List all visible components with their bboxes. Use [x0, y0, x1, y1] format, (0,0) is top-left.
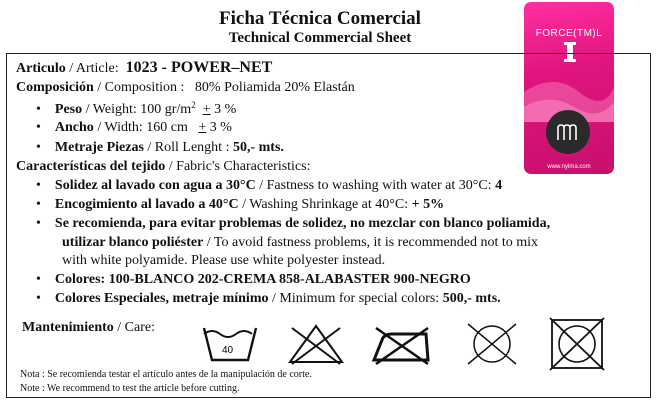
no-dry-clean-icon	[462, 320, 522, 368]
characteristic-es: Se recomienda, para evitar problemas de solidez, no mezclar con blanco poliamida,	[54, 216, 551, 231]
characteristic-es: Solidez al lavado con agua a 30°C	[54, 178, 256, 193]
characteristic-es: utilizar blanco poliéster	[62, 235, 204, 250]
spec-tol: 3 %	[214, 102, 237, 117]
spec-tol-pm: +	[202, 102, 211, 117]
composition-value: 80% Poliamida 20% Elastán	[194, 80, 355, 95]
characteristic-en: / Washing Shrinkage at 40°C:	[242, 197, 409, 212]
spec-label-en: / Width:	[97, 120, 143, 135]
spec-value: 100 gr/m	[140, 102, 192, 117]
characteristic-item: • Colores: 100-BLANCO 202-CREMA 858-ALABASTER 900-NEGRO	[36, 272, 471, 287]
article-label-en: / Article:	[69, 61, 119, 76]
spec-value: 50,- mts.	[232, 140, 284, 155]
composition-row	[16, 80, 355, 96]
article-value: 1023 - POWER–NET	[125, 59, 273, 76]
page-title: Ficha Técnica Comercial	[219, 8, 421, 29]
spec-label-es: Ancho	[54, 120, 94, 135]
characteristics-heading-es: Características del tejido	[16, 159, 166, 174]
characteristic-en: / Fastness to washing with water at 30°C:	[259, 178, 492, 193]
no-tumble-dry-icon	[548, 316, 606, 372]
characteristic-item: • Encogimiento al lavado a 40°C / Washing Shrinkage at 40°C: + 5%	[36, 197, 445, 212]
characteristic-value: + 5%	[411, 197, 445, 212]
characteristic-item: • Colores Especiales, metraje mínimo / Minimum for special colors: 500,- mts.	[36, 291, 501, 306]
spec-width: • Ancho / Width: 160 cm + 3 %	[36, 120, 232, 135]
characteristic-es: Colores:	[54, 272, 106, 287]
characteristic-es: Colores Especiales, metraje mínimo	[54, 291, 269, 306]
article-label-es: Articulo	[16, 61, 66, 76]
label-website: www.nylma.com	[547, 164, 591, 170]
characteristic-item: • Solidez al lavado con agua a 30°C / Fastness to washing with water at 30°C: 4	[36, 178, 503, 193]
spec-tol: 3 %	[209, 120, 232, 135]
characteristic-value: 4	[495, 178, 503, 193]
characteristics-heading-en: / Fabric's Characteristics:	[168, 159, 311, 174]
characteristic-en: / To avoid fastness problems, it is recommended not to mix	[206, 235, 539, 250]
composition-label-es: Composición	[16, 80, 94, 95]
spec-sup: 2	[191, 100, 196, 110]
note-es: Nota : Se recomienda testar el artículo antes de la manipulación de corte.	[20, 369, 312, 380]
spec-label-en: / Roll Lenght :	[147, 140, 230, 155]
composition-label-en: / Composition :	[97, 80, 185, 95]
article-row	[16, 59, 272, 77]
care-label-es: Mantenimiento	[22, 320, 114, 335]
no-iron-icon	[370, 322, 434, 366]
characteristic-item-cont	[62, 235, 538, 251]
characteristic-en: with white polyamide. Please use white polyester instead.	[62, 253, 386, 268]
characteristic-en: / Minimum for special colors:	[272, 291, 440, 306]
spec-tol-pm: +	[198, 120, 207, 135]
spec-label-es: Metraje Piezas	[54, 140, 144, 155]
care-label-en: / Care:	[117, 320, 155, 335]
wash-40-icon	[200, 322, 260, 366]
care-label	[22, 320, 155, 336]
characteristics-heading	[16, 159, 311, 175]
characteristic-value: 500,- mts.	[442, 291, 501, 306]
characteristic-es: Encogimiento al lavado a 40°C	[54, 197, 239, 212]
page-subtitle: Technical Commercial Sheet	[228, 30, 412, 46]
characteristic-value: 100-BLANCO 202-CREMA 858-ALABASTER 900-NEGRO	[108, 272, 471, 287]
note-en: Note : We recommend to test the article before cutting.	[20, 383, 240, 394]
spec-label-es: Peso	[54, 102, 83, 117]
wash-temp-text: 40	[222, 345, 234, 356]
characteristic-item: • Se recomienda, para evitar problemas de solidez, no mezclar con blanco poliamida,	[36, 216, 551, 231]
characteristic-item-cont	[62, 253, 385, 269]
spec-label-en: / Weight:	[85, 102, 137, 117]
spec-roll-length: • Metraje Piezas / Roll Lenght : 50,- mts.	[36, 140, 284, 155]
no-bleach-icon	[286, 322, 346, 366]
spec-weight: • Peso / Weight: 100 $gr/m^2 + 3$ %	[36, 100, 237, 117]
spec-value: 160 cm	[146, 120, 188, 135]
label-brand: FORCE(TM)L	[535, 28, 603, 39]
